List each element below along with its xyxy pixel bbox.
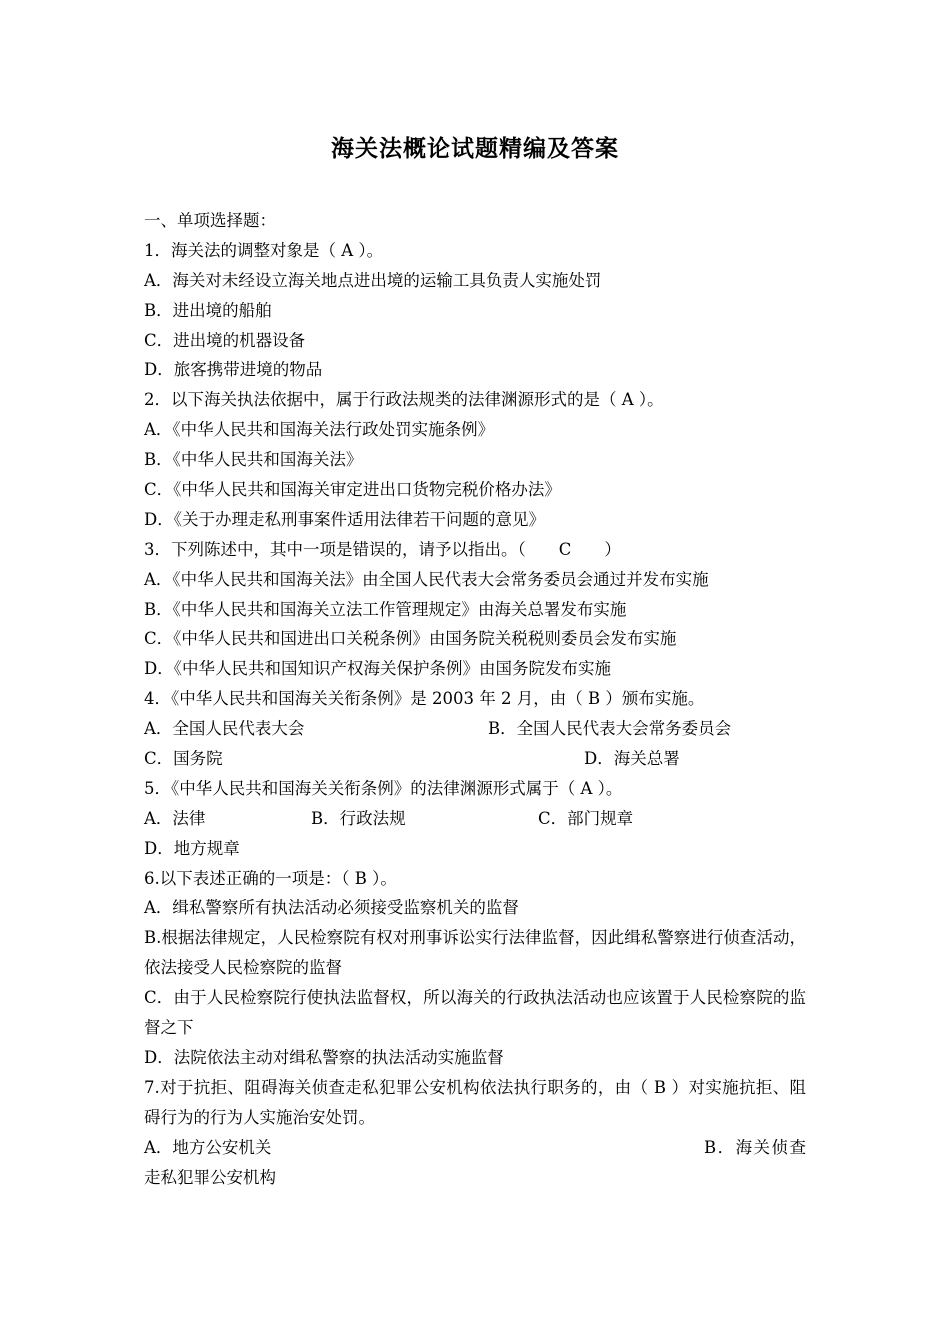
option-a: A．《中华人民共和国海关法》由全国人民代表大会常务委员会通过并发布实施	[144, 569, 709, 589]
option-c: C．进出境的机器设备	[144, 330, 306, 350]
option-a: A．法律	[144, 808, 206, 828]
option-c: C．由于人民检察院行使执法监督权，所以海关的行政执法活动也应该置于人民检察院的监督之下	[144, 988, 806, 1038]
question-stem: 3．下列陈述中，其中一项是错误的，请予以指出。（ C ）	[144, 539, 621, 559]
option-row	[144, 804, 806, 834]
option-row	[144, 744, 806, 774]
question-stem: 4．《中华人民共和国海关关衔条例》是 2003 年 2 月，由（ B ）颁布实施。	[144, 689, 705, 709]
option-d: D．旅客携带进境的物品	[144, 360, 323, 380]
option-a: A．全国人民代表大会	[144, 719, 305, 739]
option-a: A．地方公安机关	[144, 1137, 272, 1157]
option-d: D．地方规章	[144, 838, 240, 858]
option-d: D．法院依法主动对缉私警察的执法活动实施监督	[144, 1048, 504, 1067]
question-stem: 1．海关法的调整对象是（ A ）。	[144, 240, 384, 260]
question-stem: 5．《中华人民共和国海关关衔条例》的法律渊源形式属于（ A ）。	[144, 778, 623, 798]
option-b: B．海关侦查走私犯罪公安机构	[144, 1137, 806, 1187]
option-a: A．缉私警察所有执法活动必须接受监察机关的监督	[144, 898, 519, 918]
option-b: B．全国人民代表大会常务委员会	[488, 719, 732, 739]
document-title: 海关法概论试题精编及答案	[331, 136, 619, 162]
question-stem: 7.对于抗拒、阻碍海关侦查走私犯罪公安机构依法执行职务的，由（ B ）对实施抗拒、阻碍行为的行为人实施治安处罚。	[144, 1077, 806, 1127]
option-a: A．《中华人民共和国海关法行政处罚实施条例》	[144, 420, 495, 440]
option-a: A．海关对未经设立海关地点进出境的运输工具负责人实施处罚	[144, 270, 602, 290]
option-d: D．《中华人民共和国知识产权海关保护条例》由国务院发布实施	[144, 659, 611, 679]
question-stem: 2．以下海关执法依据中，属于行政法规类的法律渊源形式的是（ A ）。	[144, 390, 664, 410]
option-d: D．《关于办理走私刑事案件适用法律若干问题的意见》	[144, 509, 545, 529]
section-heading: 一、单项选择题：	[144, 211, 276, 230]
option-c: C．《中华人民共和国进出口关税条例》由国务院关税税则委员会发布实施	[144, 629, 677, 649]
option-c: C．国务院	[144, 749, 223, 769]
option-b: B.根据法律规定，人民检察院有权对刑事诉讼实行法律监督，因此缉私警察进行侦查活动，依法接受人民检察院的监督	[144, 928, 806, 978]
option-c: C．《中华人民共和国海关审定进出口货物完税价格办法》	[144, 480, 561, 500]
question-stem: 6.以下表述正确的一项是：（ B ）。	[144, 868, 397, 888]
document-body	[144, 206, 806, 1193]
option-d: D．海关总署	[584, 749, 680, 769]
option-c: C．部门规章	[538, 808, 634, 828]
option-b: B．《中华人民共和国海关法》	[144, 450, 363, 470]
option-b: B．《中华人民共和国海关立法工作管理规定》由海关总署发布实施	[144, 599, 627, 619]
option-b: B．行政法规	[311, 808, 406, 828]
option-row	[144, 714, 806, 744]
option-b: B．进出境的船舶	[144, 300, 272, 320]
